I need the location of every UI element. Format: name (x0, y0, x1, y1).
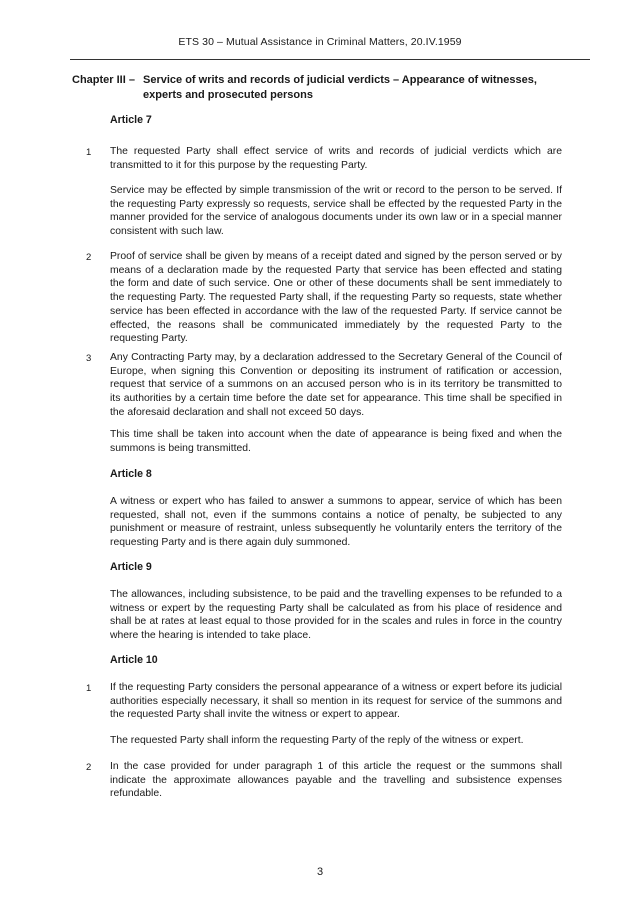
article-8-para-1: A witness or expert who has failed to answer a summons to appear, service of which has been requested, shall not, even if the summons contains a notice of penalty, be subjected to any punishment or measure of restraint, unless subsequently he voluntarily enters the territory of the requesting Party and is there again duly summoned. (110, 496, 562, 549)
article-8-heading: Article 8 (110, 468, 152, 480)
article-7-para-3-number: 3 (86, 353, 92, 364)
article-7-para-1: The requested Party shall effect service of writs and records of judicial verdicts which are transmitted to it for this purpose by the requesting Party. (110, 146, 562, 171)
article-10-heading: Article 10 (110, 654, 158, 666)
article-10-para-1-number: 1 (86, 683, 92, 694)
article-7-para-2-number: 2 (86, 252, 92, 263)
article-7-para-2: Proof of service shall be given by means of a receipt dated and signed by the person served or by means of a declaration made by the requested Party that service has been effected and stating the form and date of such service. One or other of these documents shall be sent immediately to the requesting Party. The requested Party shall, if the requesting Party so requests, state whether service has been effected in accordance with the law of the requested Party. If service cannot be effected, the reasons shall be communicated immediately by the requested Party to the requesting Party. (110, 251, 562, 345)
article-7-heading: Article 7 (110, 114, 152, 126)
article-9-heading: Article 9 (110, 561, 152, 573)
article-7-para-3: Any Contracting Party may, by a declaration addressed to the Secretary General of the Council of Europe, when signing this Convention or depositing its instrument of ratification or accession, request that service of a summons on an accused person who is in its territory be transmitted to its authorities by a certain time before the date set for appearance. This time shall be specified in the aforesaid declaration and shall not exceed 50 days. (110, 352, 562, 418)
article-7-para-1b: Service may be effected by simple transmission of the writ or record to the person to be served. If the requesting Party expressly so requests, service shall be effected by the requested Party in the manner provided for the service of analogous documents under its own law or in a special manner consistent with such law. (110, 185, 562, 238)
article-7-para-3b: This time shall be taken into account when the date of appearance is being fixed and when the summons is being transmitted. (110, 429, 562, 454)
article-7-para-1-number: 1 (86, 147, 92, 158)
chapter-title: Service of writs and records of judicial verdicts – Appearance of witnesses, experts and prosecuted persons (143, 74, 537, 101)
chapter-number: Chapter III – (72, 74, 135, 86)
header-rule (70, 59, 590, 60)
article-10-para-1: If the requesting Party considers the personal appearance of a witness or expert before its judicial authorities especially necessary, it shall so mention in its request for service of the summons and the requested Party shall invite the witness or expert to appear. (110, 682, 562, 721)
page-header: ETS 30 – Mutual Assistance in Criminal Matters, 20.IV.1959 (178, 36, 462, 48)
article-10-para-2: In the case provided for under paragraph 1 of this article the request or the summons shall indicate the approximate allowances payable and the travelling and subsistence expenses refundable. (110, 761, 562, 800)
article-10-para-1b: The requested Party shall inform the requesting Party of the reply of the witness or expert. (110, 735, 524, 746)
page-number: 3 (316, 866, 324, 878)
article-9-para-1: The allowances, including subsistence, to be paid and the travelling expenses to be refunded to a witness or expert by the requesting Party shall be calculated as from his place of residence and shall be at rates at least equal to those provided for in the scales and rules in force in the country where the hearing is intended to take place. (110, 589, 562, 642)
article-10-para-2-number: 2 (86, 762, 92, 773)
